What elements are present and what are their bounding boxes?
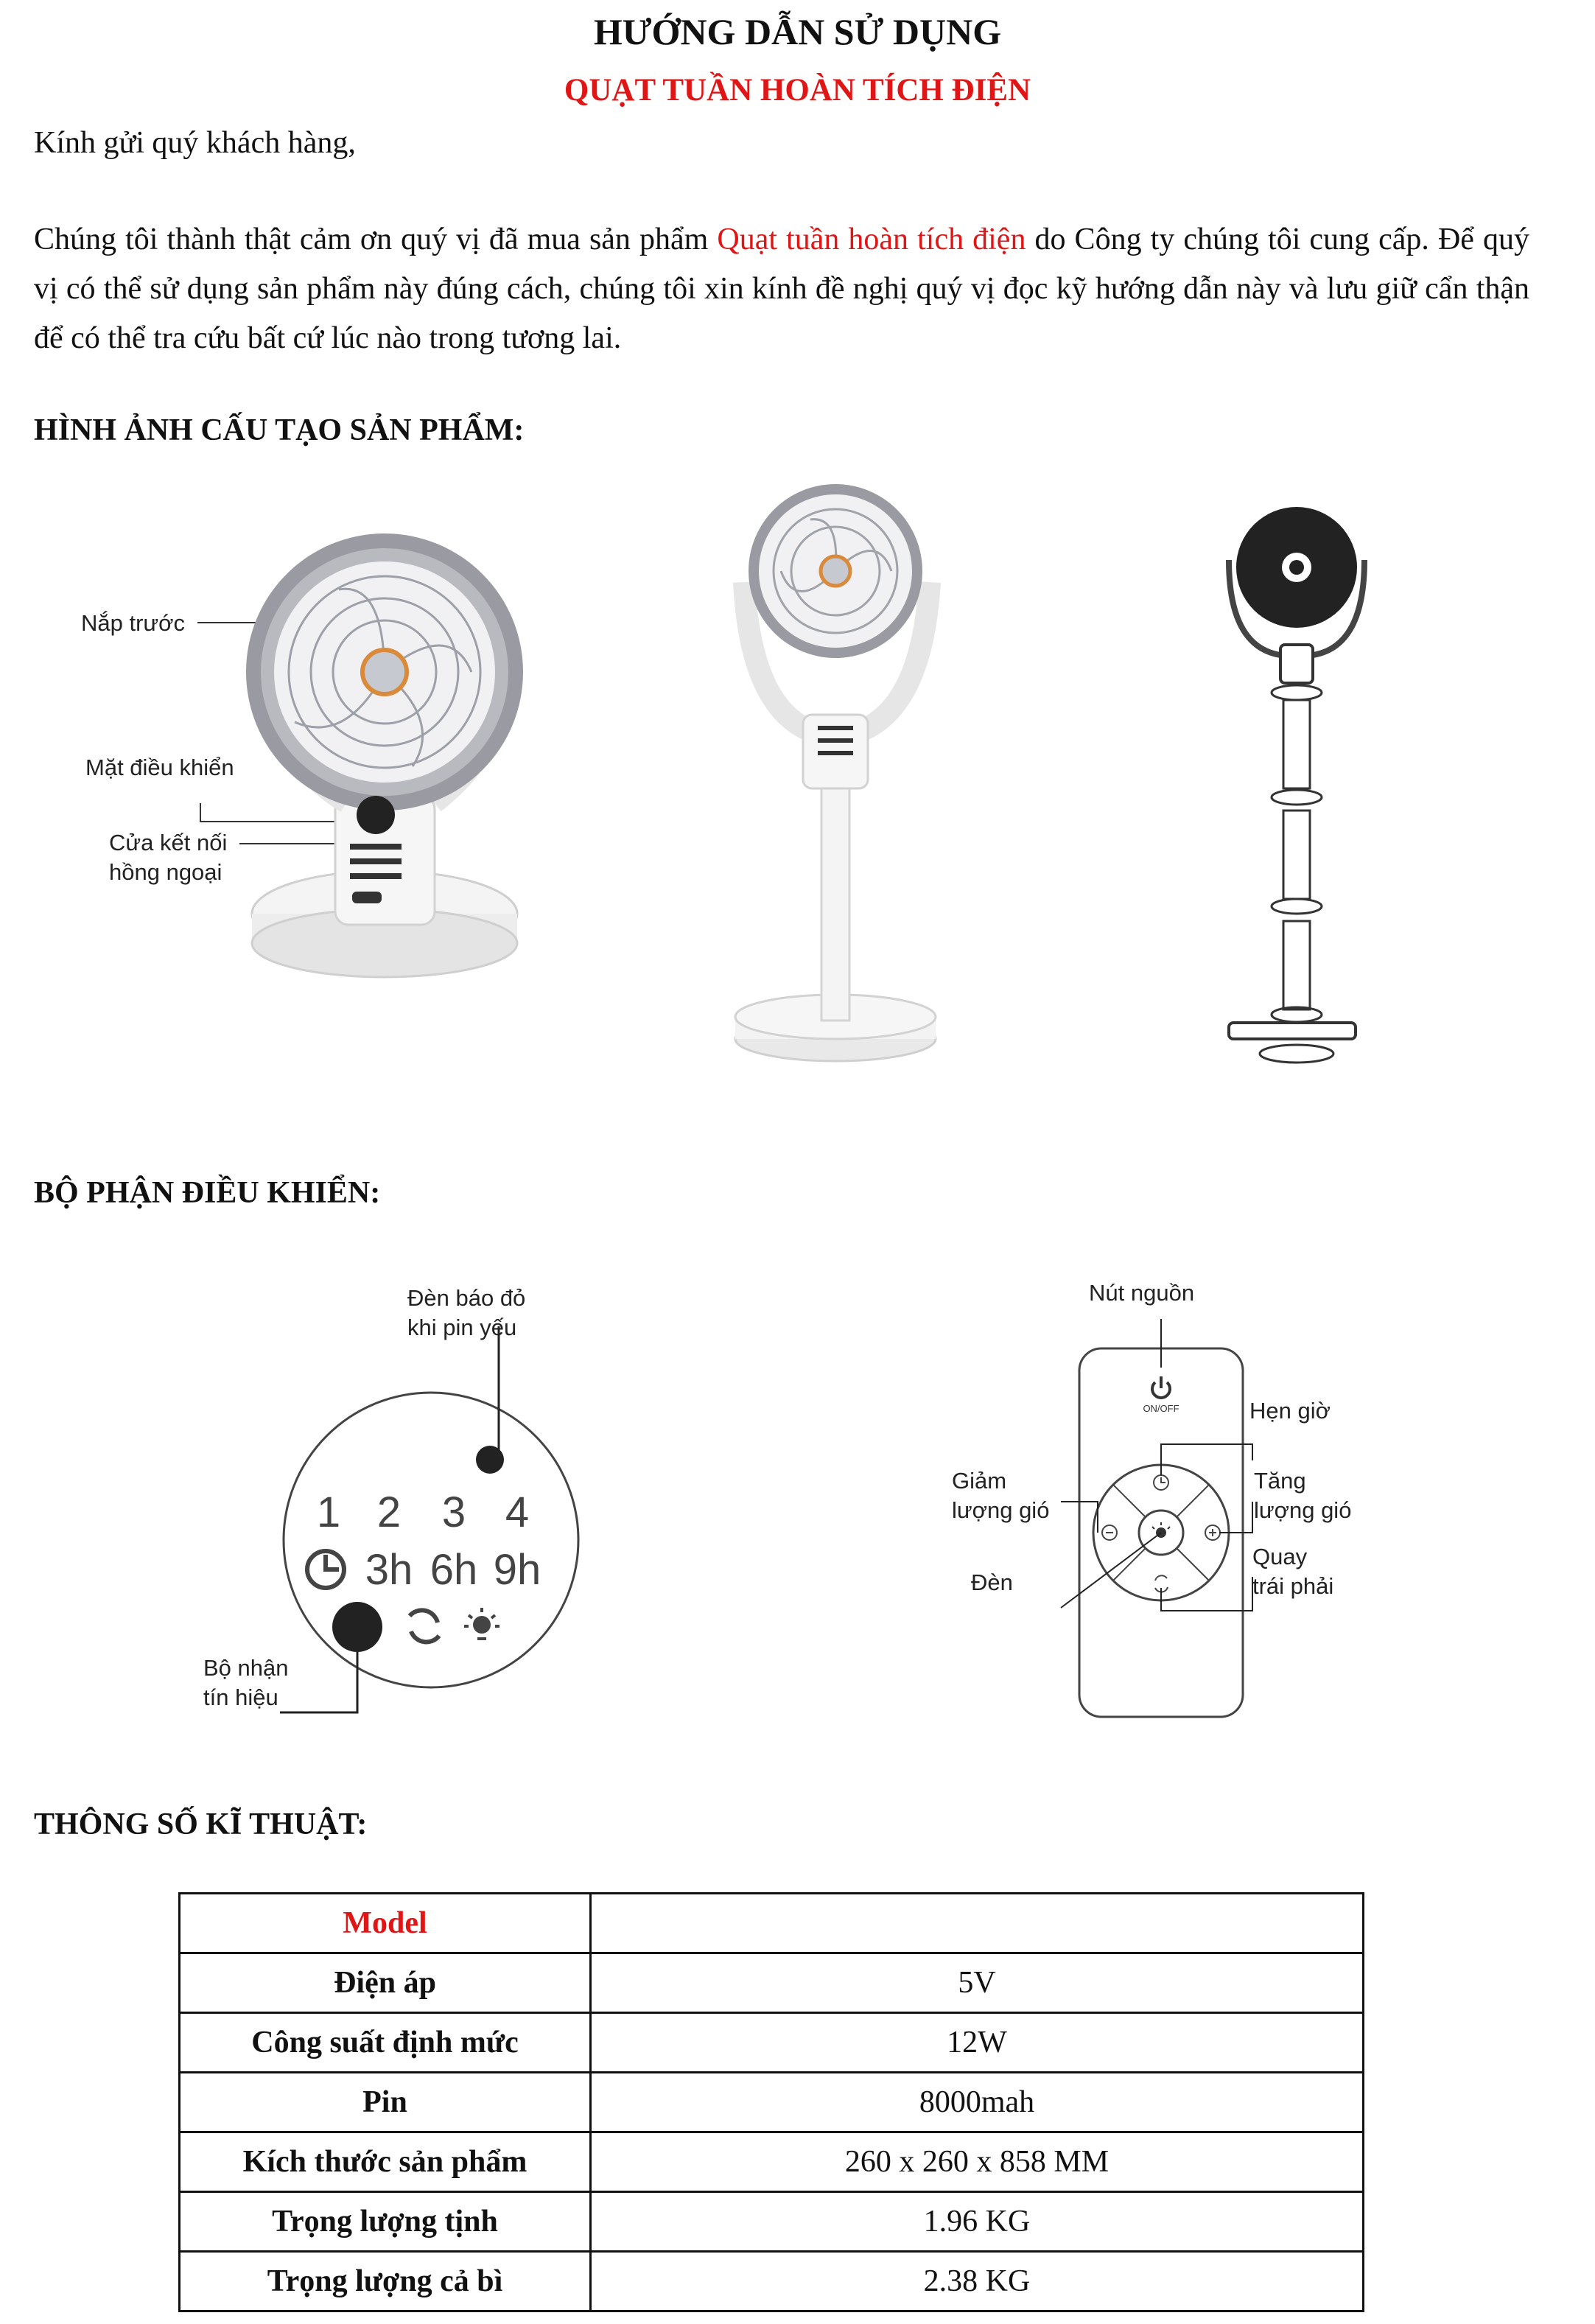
label-rotate-line2: trái phải — [1252, 1573, 1334, 1599]
table-row — [180, 2252, 1364, 2311]
speed-label-3: 3 — [441, 1488, 466, 1536]
label-decrease-line2: lượng gió — [952, 1497, 1050, 1523]
page-title: HƯỚNG DẪN SỬ DỤNG — [593, 11, 1002, 52]
spec-key: Trọng lượng tịnh — [180, 2192, 591, 2252]
speed-label-1: 1 — [316, 1488, 341, 1536]
intro-text-after: do Công ty chúng tôi cung cấp. Để quý vị có thể sử dụng sản phẩm này đúng cách, chúng tôi xin kính đề nghị quý vị đọc kỹ hướng dẫn này và lưu giữ cẩn thận để có thể tra cứu bất cứ lúc nào trong tương lai. — [34, 223, 1529, 355]
label-timer-button: Hẹn giờ — [1249, 1398, 1331, 1424]
control-panel-diagram — [265, 1326, 597, 1739]
spec-key: Kích thước sản phẩm — [180, 2132, 591, 2192]
table-row — [180, 1894, 1364, 1953]
table-fan-image — [246, 533, 523, 977]
label-increase-line2: lượng gió — [1254, 1497, 1352, 1523]
spec-key: Pin — [180, 2073, 591, 2132]
label-control-panel: Mặt điều khiển — [85, 755, 234, 780]
label-front-cover: Nắp trước — [81, 610, 185, 636]
timer-label-6h: 6h — [430, 1546, 478, 1594]
timer-label-3h: 3h — [365, 1546, 413, 1594]
onoff-text: ON/OFF — [1143, 1403, 1179, 1414]
spec-key: Công suất định mức — [180, 2013, 591, 2073]
section-heading-controls: BỘ PHẬN ĐIỀU KHIỂN: — [34, 1176, 381, 1210]
spec-value: 12W — [591, 2013, 1364, 2073]
intro-paragraph — [34, 215, 1529, 363]
label-low-battery-line2: khi pin yếu — [407, 1315, 517, 1340]
label-receiver-line1: Bộ nhận — [203, 1655, 289, 1681]
pedestal-fan-image — [735, 484, 936, 1061]
table-row — [180, 2073, 1364, 2132]
label-ir-port-line2: hồng ngoại — [109, 859, 222, 885]
table-row — [180, 1953, 1364, 2013]
spec-key: Model — [180, 1894, 591, 1953]
receiver-icon — [332, 1602, 382, 1652]
table-row — [180, 2192, 1364, 2252]
label-decrease-line1: Giảm — [952, 1468, 1007, 1494]
spec-key: Điện áp — [180, 1953, 591, 2013]
low-battery-led-icon — [476, 1446, 504, 1474]
timer-label-9h: 9h — [493, 1546, 541, 1594]
spec-value: 260 x 260 x 858 MM — [591, 2132, 1364, 2192]
remote-diagram — [958, 1319, 1370, 1732]
label-power-button: Nút nguồn — [1089, 1280, 1195, 1306]
product-illustrations — [0, 479, 1595, 1083]
spec-table — [178, 1892, 1364, 2312]
assembly-diagram-image — [1229, 507, 1364, 1063]
product-name-highlight: Quạt tuần hoàn tích điện — [717, 223, 1026, 256]
spec-key: Trọng lượng cả bì — [180, 2252, 591, 2311]
page-subtitle: QUẠT TUẦN HOÀN TÍCH ĐIỆN — [564, 73, 1031, 108]
spec-value: 8000mah — [591, 2073, 1364, 2132]
label-increase-line1: Tăng — [1254, 1468, 1306, 1494]
spec-value — [591, 1894, 1364, 1953]
label-ir-port-line1: Cửa kết nối — [109, 830, 228, 855]
label-receiver-line2: tín hiệu — [203, 1684, 278, 1710]
intro-text-before: Chúng tôi thành thật cảm ơn quý vị đã mua sản phẩm — [34, 223, 718, 256]
label-low-battery-line1: Đèn báo đỏ — [407, 1285, 526, 1311]
label-rotate-line1: Quay — [1252, 1544, 1308, 1569]
speed-label-4: 4 — [505, 1488, 530, 1536]
spec-value: 2.38 KG — [591, 2252, 1364, 2311]
label-light-button: Đèn — [971, 1569, 1013, 1595]
salutation: Kính gửi quý khách hàng, — [34, 126, 356, 160]
spec-value: 1.96 KG — [591, 2192, 1364, 2252]
spec-value: 5V — [591, 1953, 1364, 2013]
section-heading-structure: HÌNH ẢNH CẤU TẠO SẢN PHẨM: — [34, 413, 525, 447]
section-heading-specs: THÔNG SỐ KĨ THUẬT: — [34, 1807, 368, 1841]
table-row — [180, 2132, 1364, 2192]
table-row — [180, 2013, 1364, 2073]
speed-label-2: 2 — [376, 1488, 402, 1536]
